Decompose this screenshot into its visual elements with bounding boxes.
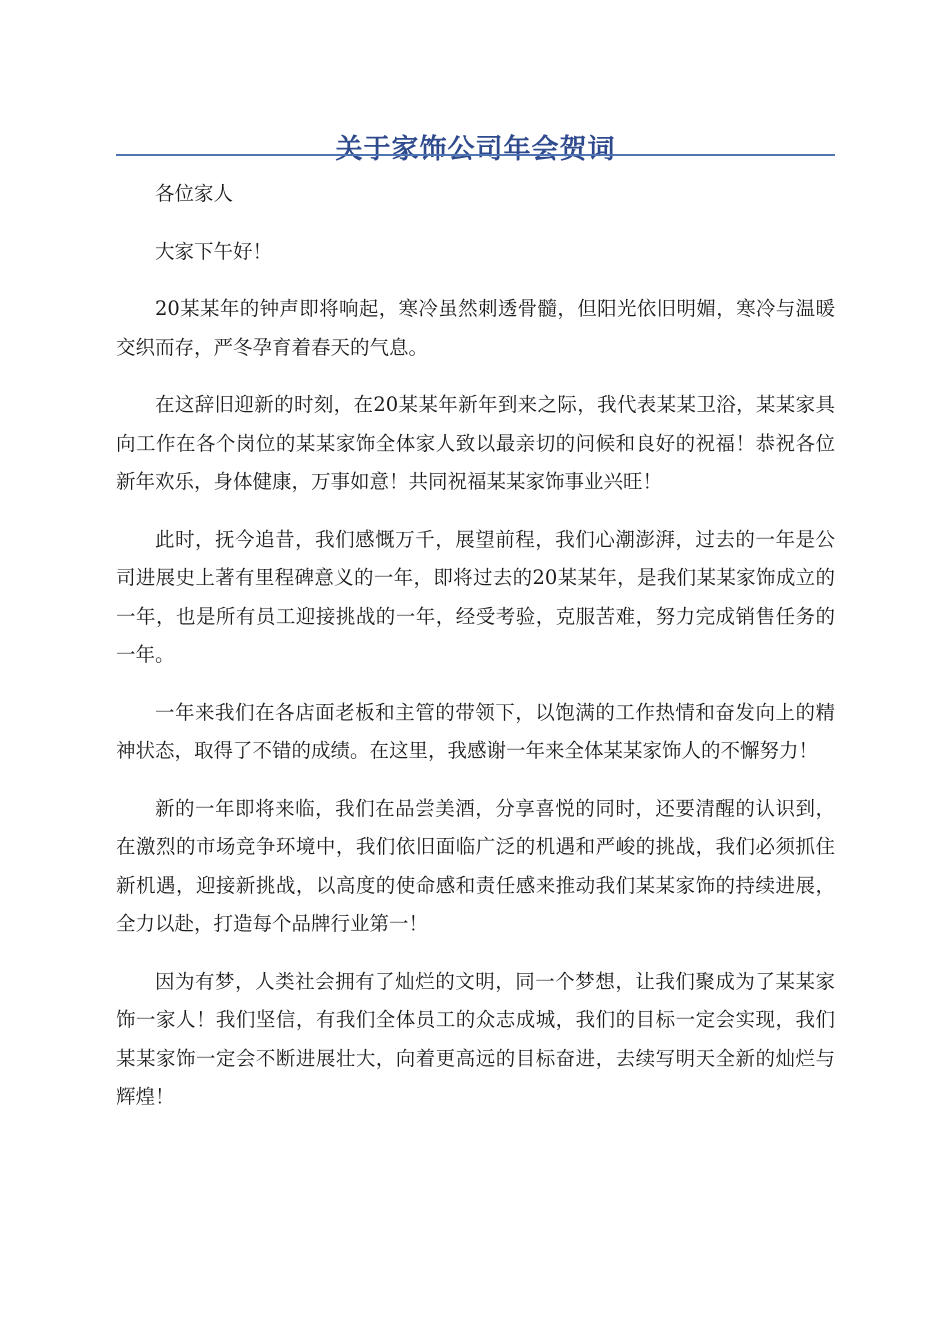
paragraph: 20某某年的钟声即将响起，寒冷虽然刺透骨髓，但阳光依旧明媚，寒冷与温暖交织而存，严冬孕育着春天的气息。 xyxy=(116,297,835,359)
paragraph: 此时，抚今追昔，我们感慨万千，展望前程，我们心潮澎湃，过去的一年是公司进展史上著有里程碑意义的一年，即将过去的20某某年，是我们某某家饰成立的一年，也是所有员工迎接挑战的一年，经受考验，克服苦难，努力完成销售任务的一年。 xyxy=(116,527,835,666)
paragraph: 在这辞旧迎新的时刻，在20某某年新年到来之际，我代表某某卫浴，某某家具向工作在各个岗位的某某家饰全体家人致以最亲切的问候和良好的祝福！恭祝各位新年欢乐，身体健康，万事如意！共同祝福某某家饰事业兴旺！ xyxy=(116,393,835,493)
paragraph: 因为有梦，人类社会拥有了灿烂的文明，同一个梦想，让我们聚成为了某某家饰一家人！我们坚信，有我们全体员工的众志成城，我们的目标一定会实现，我们某某家饰一定会不断进展壮大，向着更高远的目标奋进，去续写明天全新的灿烂与辉煌！ xyxy=(116,969,835,1108)
salutation: 各位家人 xyxy=(155,182,234,205)
paragraph: 新的一年即将来临，我们在品尝美酒，分享喜悦的同时，还要清醒的认识到，在激烈的市场竞争环境中，我们依旧面临广泛的机遇和严峻的挑战，我们必须抓住新机遇，迎接新挑战，以高度的使命感和责任感来推动我们某某家饰的持续进展，全力以赴，打造每个品牌行业第一！ xyxy=(116,796,835,935)
document-title: 关于家饰公司年会贺词 xyxy=(335,134,616,166)
title-underline xyxy=(116,154,835,156)
document-body xyxy=(116,175,835,1136)
greeting: 大家下午好！ xyxy=(155,239,273,263)
paragraph: 一年来我们在各店面老板和主管的带领下，以饱满的工作热情和奋发向上的精神状态，取得了不错的成绩。在这里，我感谢一年来全体某某家饰人的不懈努力！ xyxy=(116,700,835,762)
